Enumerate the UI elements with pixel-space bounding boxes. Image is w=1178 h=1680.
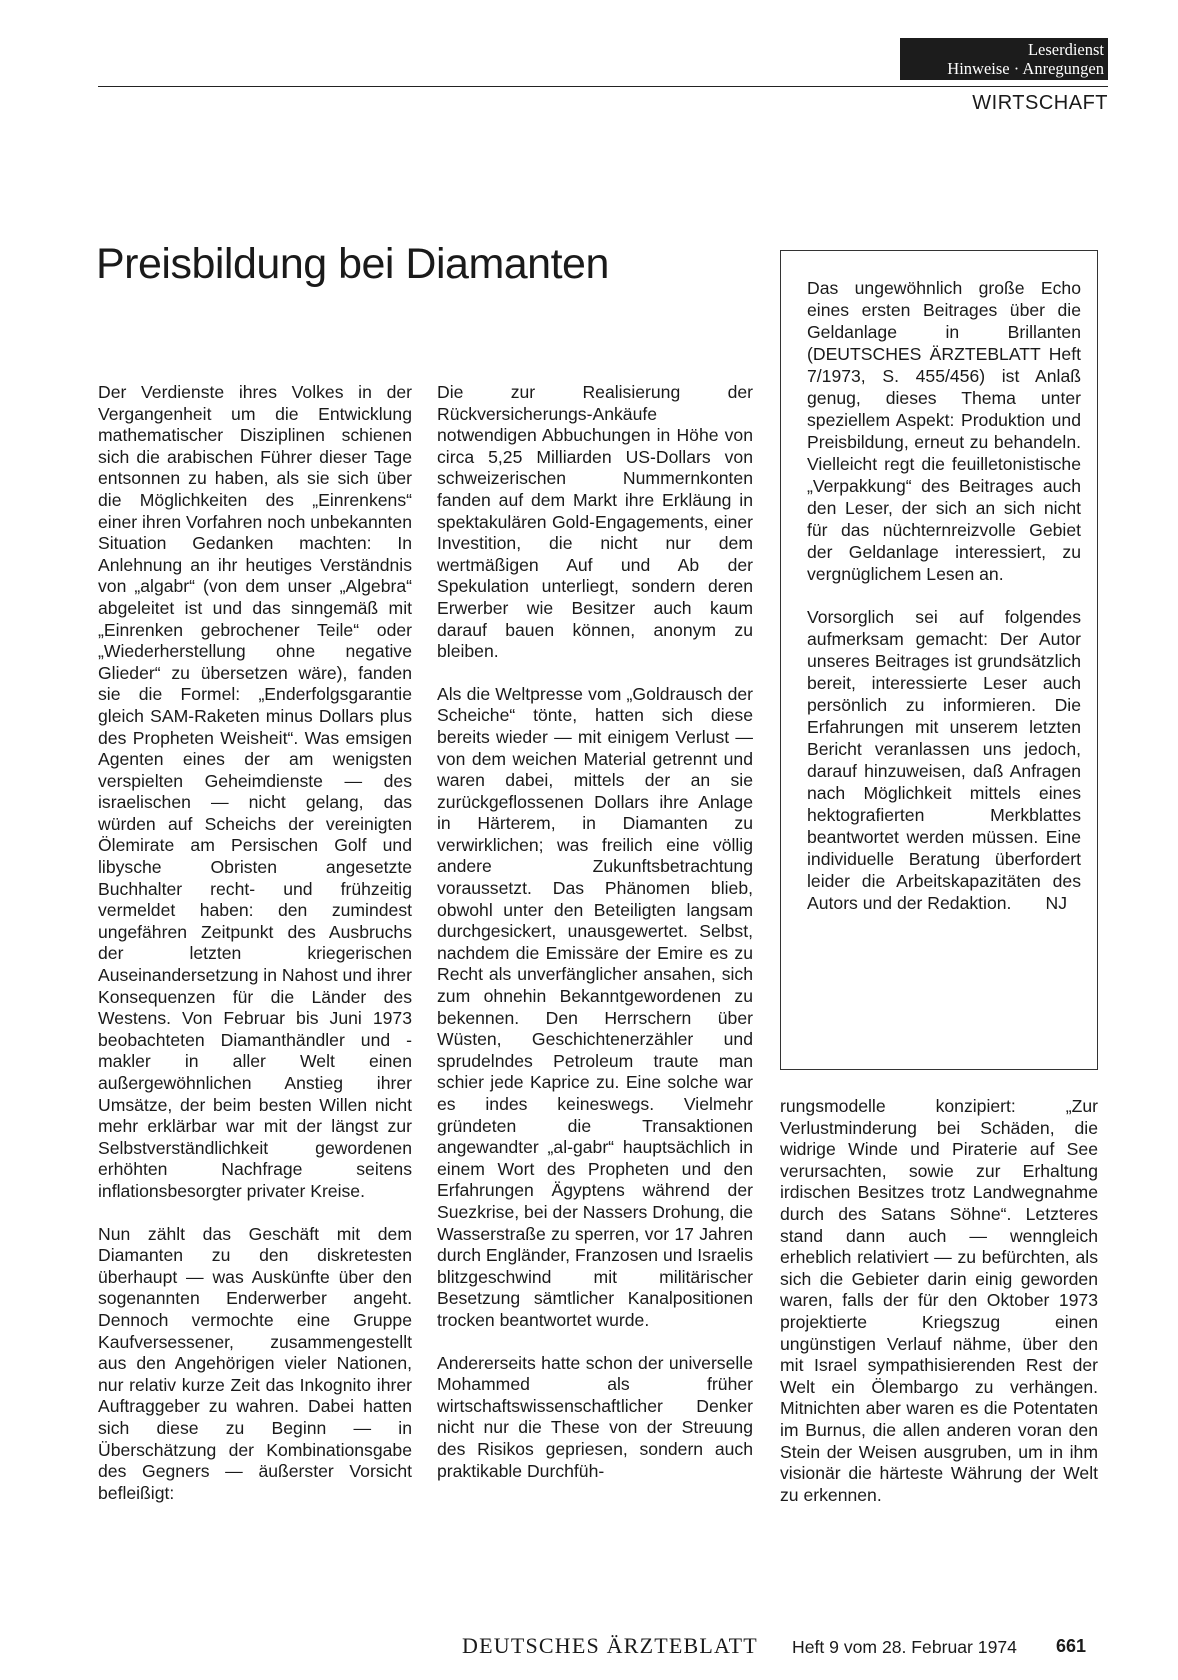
reader-service-tag <box>900 38 1108 80</box>
note-paragraph: Das ungewöhnlich große Echo eines ersten Beitrages über die Geldanlage in Brillanten (DEUTSCHES ÄRZTEBLATT Heft 7/1973, S. 455/456) ist Anlaß genug, dieses Thema unter speziellem Aspekt: Produktion und Preisbildung, erneut zu behandeln. Vielleicht regt die feuilletonistische „Verpakkung“ des Beitrages auch den Leser, der sich an sich nicht für das nüchternreizvolle Gebiet der Geldanlage interessiert, zu vergnüglichem Lesen an. <box>807 278 1081 584</box>
note-text: Vorsorglich sei auf folgendes aufmerksam gemacht: Der Autor unseres Beitrages ist grundsätzlich bereit, interessierte Leser auch persönlich zu informieren. Die Erfahrungen mit unserem letzten Bericht veranlassen uns jedoch, darauf hinzuweisen, daß Anfragen nach Möglichkeit mittels eines hektografierten Merkblattes beantwortet werden müssen. Eine individuelle Beratung überfordert leider die Arbeitskapazitäten des Autors und der Redaktion. <box>807 607 1081 913</box>
page-number: 661 <box>1056 1636 1087 1656</box>
paragraph: Nun zählt das Geschäft mit dem Diamanten zu den diskretesten überhaupt — was Auskünfte über den sogenannten Enderwerber angeht. Dennoch vermochte eine Gruppe Kaufversessener, zusammengestellt aus den Angehörigen vieler Nationen, nur relativ kurze Zeit das Inkognito ihrer Auftraggeber zu wahren. Dabei hatten sich diese zu Beginn — in Überschätzung der Kombinationsgabe des Gegners — äußerster Vorsicht befleißigt: <box>98 1223 412 1503</box>
paragraph: Als die Weltpresse vom „Goldrausch der Scheiche“ tönte, hatten sich diese bereits wieder — mit einigem Verlust — von dem weichen Material getrennt und waren dabei, mittels der an sie zurückgeflossenen Dollars ihre Anlage in Härterem, in Diamanten zu verwirklichen; was freilich eine völlig andere Zukunftsbetrachtung voraussetzt. Das Phänomen blieb, obwohl unter den Beteiligten langsam durchgesickert, unausgewertet. Selbst, nachdem die Emissäre der Emire es zu Recht als unverfänglicher ansahen, sich zum ohnehin Bekanntgewordenen zu bekennen. Den Herrschern über Wüsten, Geschichtenerzähler und sprudelndes Petroleum traute man schier jede Kaprice zu. Eine solche war es indes keineswegs. Vielmehr gründeten die Transaktionen angewandter „al-gabr“ hauptsächlich in einem Wort des Propheten und den Erfahrungen Ägyptens während der Suezkrise, bei der Nassers Drohung, die Wasserstraße zu sperren, vor 17 Jahren durch Engländer, Franzosen und Israelis blitzgeschwind mit militärischer Besetzung sämtlicher Kanalpositionen trocken beantwortet wurde. <box>437 683 753 1330</box>
editor-signature: NJ <box>1045 893 1067 913</box>
paragraph: Der Verdienste ihres Volkes in der Vergangenheit um die Entwicklung mathematischer Disziplinen schienen sich die arabischen Führer dieser Tage entsonnen zu haben, als sie sich über die Möglichkeiten des „Einrenkens“ einer ihren Vorfahren noch unbekannten Situation Gedanken machten: In Anlehnung an ihr heutiges Verständnis von „algabr“ (von dem unser „Algebra“ abgeleitet ist und das sinngemäß mit „Einrenken gebrochener Teile“ oder „Wiederherstellung ohne negative Glieder“ zu übersetzen wäre), fanden sie die Formel: „Enderfolgsgarantie gleich SAM-Raketen minus Dollars plus des Propheten Weisheit“. Was emsigen Agenten eines der am wenigsten verspielten Geheimdienste — des israelischen — nicht gelang, das würden auf Scheichs der vereinigten Ölemirate am Persischen Golf und libysche Obristen angesetzte Buchhalter recht- und frühzeitig vermeldet haben: den zumindest ungefähren Zeitpunkt des Ausbruchs der letzten kriegerischen Auseinandersetzung in Nahost und ihrer Konsequenzen für die Länder des Westens. Von Februar bis Juni 1973 beobachteten Diamanthändler und -makler in aller Welt einen außergewöhnlichen Anstieg ihrer Umsätze, der beim besten Willen nicht mehr erklärbar war mit der längst zur Selbstverständlichkeit gewordenen erhöhten Nachfrage seitens inflationsbesorgter privater Kreise. <box>98 382 412 1201</box>
note-paragraph <box>807 606 1081 914</box>
tag-line-2: Hinweise · Anregungen <box>947 59 1104 78</box>
issue-info: Heft 9 vom 28. Februar 1974 <box>792 1637 1017 1657</box>
paragraph: Andererseits hatte schon der universelle Mohammed als früher wirtschaftswissenschaftlicher Denker nicht nur die These von der Streuung des Risikos gepriesen, sondern auch praktikable Durchfüh- <box>437 1352 753 1481</box>
column-2 <box>437 382 753 1503</box>
column-3 <box>780 1096 1098 1527</box>
editorial-note-box <box>780 250 1098 1070</box>
paragraph: Die zur Realisierung der Rückversicherungs-Ankäufe notwendigen Abbuchungen in Höhe von circa 5,25 Milliarden US-Dollars von schweizerischen Nummernkonten fanden auf dem Markt ihre Erkläung in spektakulären Gold-Engagements, einer Investition, die nicht nur dem wertmäßigen Auf und Ab der Spekulation unterliegt, sondern deren Erwerber wie Besitzer auch kaum darauf bauen können, anonym zu bleiben. <box>437 382 753 662</box>
header-rule <box>98 86 1108 87</box>
section-label: WIRTSCHAFT <box>972 92 1108 114</box>
tag-line-1: Leserdienst <box>1027 40 1104 59</box>
column-1 <box>98 382 412 1525</box>
paragraph: rungsmodelle konzipiert: „Zur Verlustminderung bei Schäden, die widrige Winde und Piraterie auf See verursachten, sowie zur Erhaltung irdischen Besitzes trotz Landwegnahme durch des Satans Söhne“. Letzteres stand dann auch — wenngleich erheblich relativiert — zu befürchten, als sich die Gebieter darin einig geworden waren, falls der für den Oktober 1973 projektierte Kriegszug einen ungünstigen Verlauf nähme, über den mit Israel sympathisierenden Rest der Welt ein Ölembargo zu verhängen. Mitnichten aber waren es die Potentaten im Burnus, die allen anderen voran den Stein der Weisen ausgruben, um in ihm visionär die härteste Währung der Welt zu erkennen. <box>780 1096 1098 1505</box>
article-title: Preisbildung bei Diamanten <box>96 240 609 288</box>
journal-name: DEUTSCHES ÄRZTEBLATT <box>462 1633 758 1658</box>
